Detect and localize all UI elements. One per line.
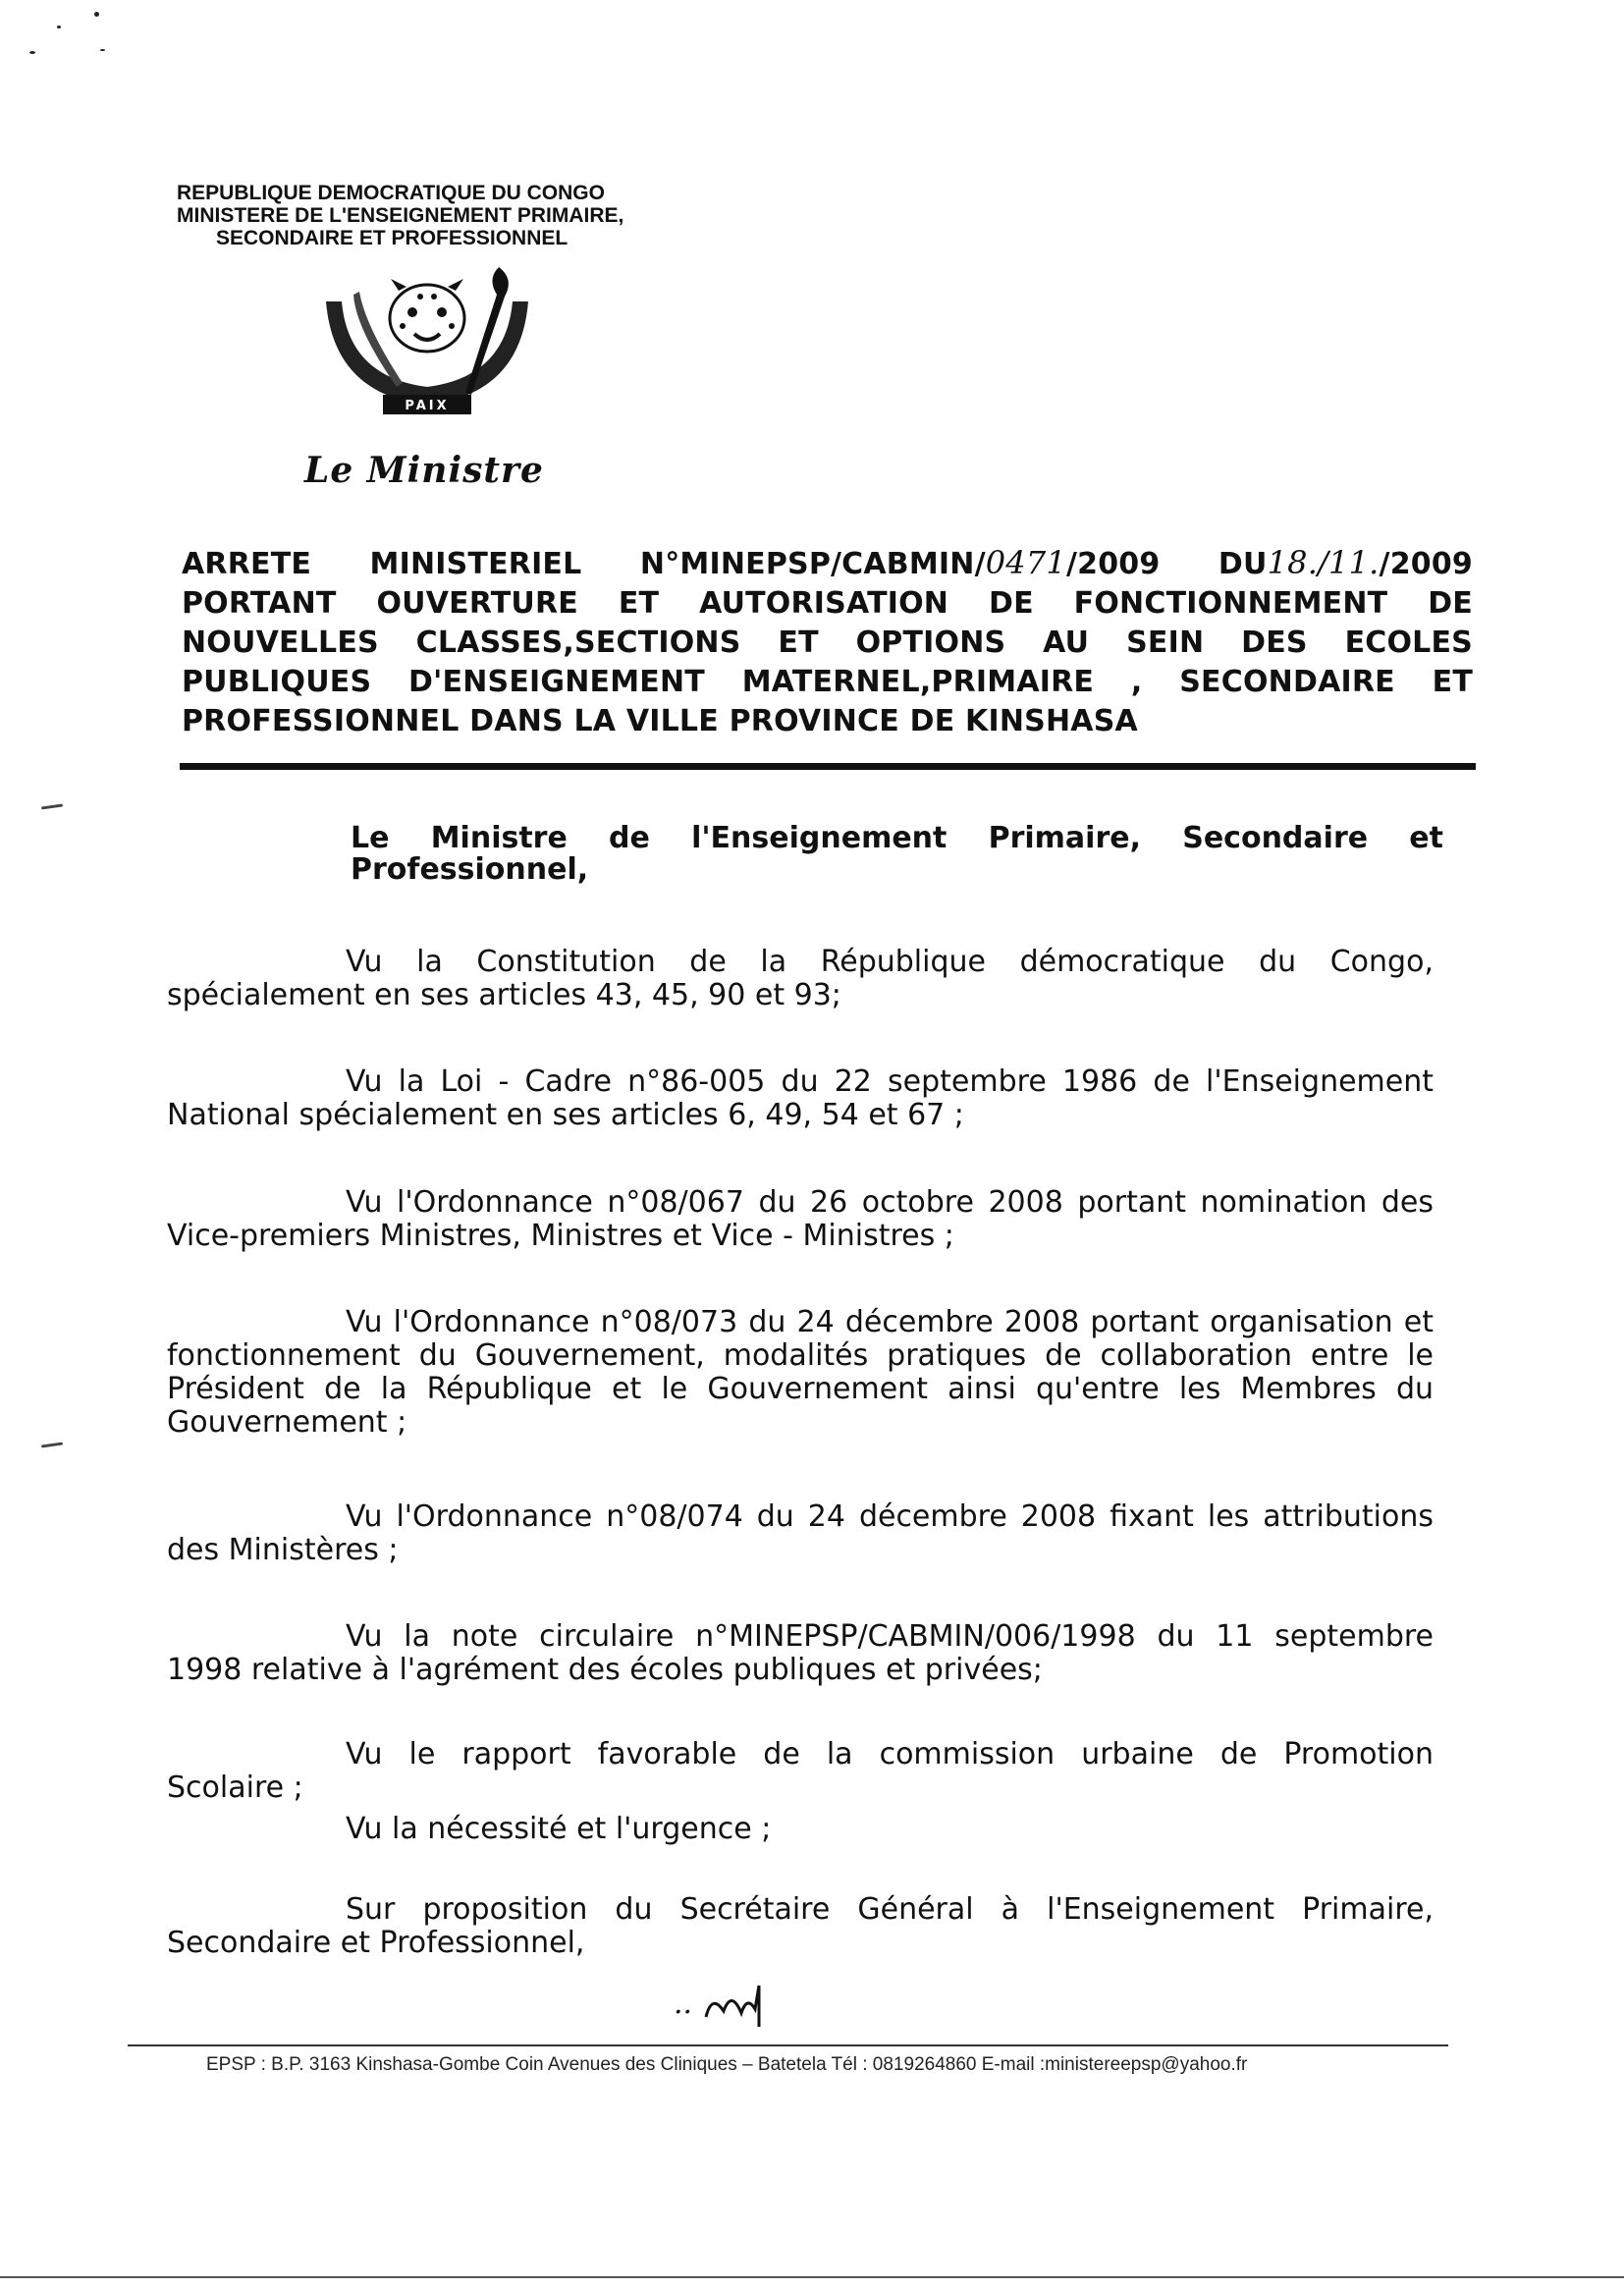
clause-line: Vice-premiers Ministres, Ministres et Vice - Ministres ; [167, 1219, 954, 1253]
margin-mark [41, 803, 63, 809]
minister-title: Le Ministre [304, 450, 544, 491]
coat-of-arms-icon [304, 257, 550, 429]
decree-title-line: PUBLIQUES D'ENSEIGNEMENT MATERNEL,PRIMAIRE , SECONDAIRE ET [182, 665, 1473, 699]
whereas-clause [167, 1813, 1434, 1846]
clause-first-line: Sur proposition du Secrétaire Général à l'Enseignement Primaire, [346, 1892, 1434, 1927]
scan-speck [94, 12, 99, 17]
clause-line: Scolaire ; [167, 1770, 303, 1805]
clause-first-line: Vu la Constitution de la République démocratique du Congo, [346, 945, 1434, 979]
proposal-clause [167, 1893, 1434, 1960]
initials-dots: .. [674, 1987, 693, 2021]
decree-number-line [182, 543, 1473, 584]
initials-mark-icon [702, 1982, 771, 2029]
whereas-clause [167, 1186, 1434, 1253]
decree-number-mid: /2009 DU [1066, 547, 1268, 581]
clause-line: National spécialement en ses articles 6, 49, 54 et 67 ; [167, 1098, 964, 1132]
clause-line: Président de la République et le Gouvernement ainsi qu'entre les Membres du [167, 1372, 1434, 1406]
clause-line: Gouvernement ; [167, 1405, 407, 1440]
clause-first-line: Vu la nécessité et l'urgence ; [346, 1812, 772, 1846]
clause-line: 1998 relative à l'agrément des écoles publiques et privées; [167, 1653, 1043, 1687]
clause-first-line: Vu la Loi - Cadre n°86-005 du 22 septembre 1986 de l'Enseignement [346, 1064, 1434, 1099]
handwritten-initials [674, 1982, 771, 2029]
decree-date-handwritten: 18./11. [1267, 544, 1380, 581]
scan-speck [100, 49, 105, 51]
minister-heading-line: Le Ministre de l'Enseignement Primaire, Secondaire et [351, 821, 1443, 855]
clause-line: des Ministères ; [167, 1533, 399, 1567]
whereas-clause [167, 1738, 1434, 1805]
clause-first-line: Vu l'Ordonnance n°08/067 du 26 octobre 2008 portant nomination des [346, 1185, 1434, 1220]
whereas-clause [167, 946, 1434, 1012]
minister-heading [351, 823, 1443, 886]
clause-first-line: Vu l'Ordonnance n°08/073 du 24 décembre 2008 portant organisation et [346, 1305, 1434, 1339]
letterhead-ministry-cont: SECONDAIRE ET PROFESSIONNEL [216, 227, 568, 249]
decree-number-handwritten: 0471 [985, 544, 1066, 581]
letterhead-ministry: MINISTERE DE L'ENSEIGNEMENT PRIMAIRE, [177, 204, 624, 227]
clause-line: spécialement en ses articles 43, 45, 90 et 93; [167, 978, 841, 1012]
letterhead-country: REPUBLIQUE DEMOCRATIQUE DU CONGO [177, 182, 605, 204]
decree-title-line: PORTANT OUVERTURE ET AUTORISATION DE FONCTIONNEMENT DE [182, 586, 1473, 621]
footer-rule [128, 2044, 1448, 2046]
svg-text:PAIX: PAIX [405, 399, 450, 413]
whereas-clause [167, 1620, 1434, 1687]
decree-date-suffix: /2009 [1379, 547, 1473, 581]
decree-number-prefix: ARRETE MINISTERIEL N°MINEPSP/CABMIN/ [182, 547, 986, 581]
whereas-clause [167, 1065, 1434, 1132]
whereas-clause [167, 1306, 1434, 1440]
footer-contact: EPSP : B.P. 3163 Kinshasa-Gombe Coin Avenues des Cliniques – Batetela Tél : 0819264860 E-mail :ministereepsp@yahoo.fr [206, 2054, 1248, 2075]
whereas-clause [167, 1500, 1434, 1567]
clause-first-line: Vu le rapport favorable de la commission urbaine de Promotion [346, 1737, 1434, 1771]
margin-mark [41, 1442, 63, 1447]
scan-speck [57, 26, 61, 28]
decree-title [182, 543, 1473, 741]
title-underline [180, 763, 1476, 770]
minister-heading-line: Professionnel, [351, 852, 589, 887]
clause-first-line: Vu la note circulaire n°MINEPSP/CABMIN/006/1998 du 11 septembre [346, 1619, 1434, 1654]
decree-title-line: PROFESSIONNEL DANS LA VILLE PROVINCE DE KINSHASA [182, 704, 1138, 738]
clause-line: Secondaire et Professionnel, [167, 1926, 585, 1960]
clause-line: fonctionnement du Gouvernement, modalités pratiques de collaboration entre le [167, 1338, 1434, 1373]
scan-speck [29, 51, 35, 54]
letterhead [177, 182, 766, 249]
clause-first-line: Vu l'Ordonnance n°08/074 du 24 décembre 2008 fixant les attributions [346, 1499, 1434, 1534]
page-bottom-edge [0, 2276, 1624, 2278]
decree-title-line: NOUVELLES CLASSES,SECTIONS ET OPTIONS AU SEIN DES ECOLES [182, 626, 1473, 660]
